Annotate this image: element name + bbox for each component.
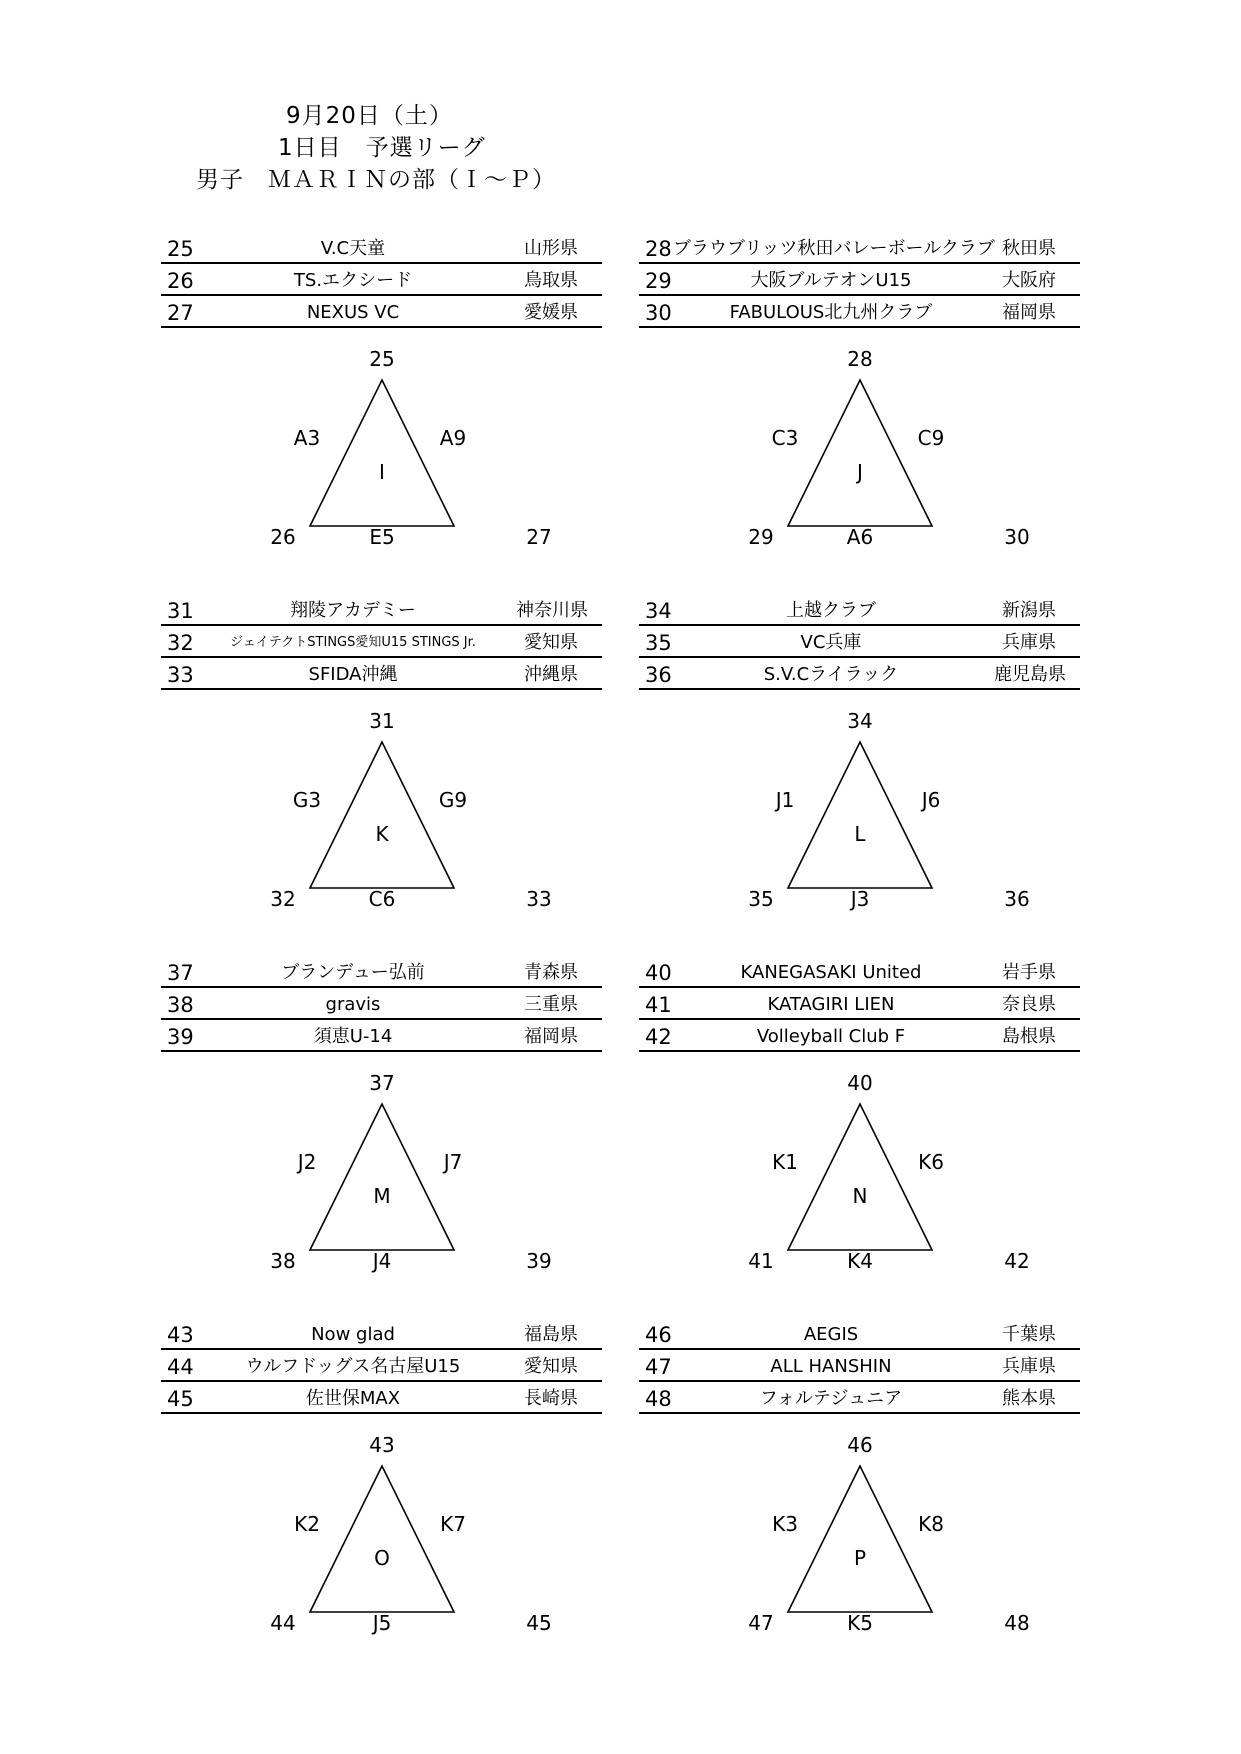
team-number: 25 (167, 237, 194, 261)
team-table-l (639, 594, 1080, 690)
team-name: 佐世保MAX (305, 1388, 401, 1409)
team-name: 須恵U-14 (313, 1026, 393, 1047)
team-prefecture: 岩手県 (1002, 962, 1056, 983)
team-number: 27 (167, 301, 194, 325)
table-row (639, 1318, 1080, 1350)
left-court-label: J2 (297, 1150, 317, 1174)
pool-diagram-j (710, 347, 1030, 560)
left-court-label: K1 (772, 1150, 798, 1174)
team-table-o (161, 1318, 602, 1414)
team-name: ブラウブリッツ秋田バレーボールクラブ (673, 238, 995, 259)
bottom-right-team-number: 45 (526, 1611, 552, 1635)
table-row (161, 1382, 602, 1414)
bottom-right-team-number: 48 (1004, 1611, 1030, 1635)
table-row (161, 232, 602, 264)
team-name: 上越クラブ (786, 600, 876, 621)
bottom-right-team-number: 39 (526, 1249, 552, 1273)
team-table-j (639, 232, 1080, 328)
top-team-number: 40 (847, 1071, 873, 1095)
bottom-right-team-number: 33 (526, 887, 552, 911)
team-number: 28 (645, 237, 672, 261)
team-prefecture: 愛知県 (524, 632, 578, 653)
bottom-court-label: C6 (368, 887, 396, 911)
bottom-right-team-number: 36 (1004, 887, 1030, 911)
team-name: AEGIS (803, 1324, 859, 1345)
table-row (639, 988, 1080, 1020)
table-row (161, 1350, 602, 1382)
page-header (0, 0, 1241, 210)
top-team-number: 46 (847, 1433, 873, 1457)
bottom-court-label: J4 (372, 1249, 392, 1273)
pool-name: O (374, 1546, 390, 1570)
team-name: ALL HANSHIN (770, 1356, 892, 1377)
pool-diagram-p (710, 1433, 1030, 1646)
team-name: ジェイテクトSTINGS愛知U15 STINGS Jr. (230, 635, 476, 650)
team-name: VC兵庫 (800, 632, 862, 653)
team-prefecture: 愛媛県 (524, 302, 578, 323)
table-row (639, 594, 1080, 626)
pool-name: I (379, 460, 385, 484)
team-number: 44 (167, 1355, 194, 1379)
team-prefecture: 青森県 (524, 962, 578, 983)
team-number: 40 (645, 961, 672, 985)
table-row (161, 264, 602, 296)
bottom-left-team-number: 35 (748, 887, 774, 911)
team-name: TS.エクシード (293, 270, 413, 291)
right-court-label: K7 (440, 1512, 466, 1536)
team-number: 39 (167, 1025, 194, 1049)
left-court-label: J1 (775, 788, 795, 812)
pool-triangle (310, 742, 454, 888)
pool-diagram-o (232, 1433, 552, 1646)
bottom-court-label: A6 (846, 525, 874, 549)
team-name: FABULOUS北九州クラブ (729, 302, 933, 323)
team-number: 41 (645, 993, 672, 1017)
team-prefecture: 福岡県 (524, 1026, 578, 1047)
team-prefecture: 兵庫県 (1002, 632, 1056, 653)
top-team-number: 28 (847, 347, 873, 371)
top-team-number: 31 (369, 709, 395, 733)
table-row (161, 1020, 602, 1052)
bottom-left-team-number: 44 (270, 1611, 296, 1635)
pool-diagram-n (710, 1071, 1030, 1284)
pool-triangle (310, 380, 454, 526)
team-prefecture: 熊本県 (1002, 1388, 1056, 1409)
bottom-right-team-number: 27 (526, 525, 552, 549)
pool-name: M (373, 1184, 391, 1208)
team-name: KANEGASAKI United (740, 962, 922, 983)
pool-triangle (310, 1104, 454, 1250)
team-prefecture: 新潟県 (1002, 600, 1056, 621)
pool-triangle (310, 1466, 454, 1612)
team-table-i (161, 232, 602, 328)
team-prefecture: 鹿児島県 (994, 664, 1066, 685)
team-table-p (639, 1318, 1080, 1414)
pool-diagram-i (232, 347, 552, 560)
table-row (161, 988, 602, 1020)
team-prefecture: 大阪府 (1002, 270, 1056, 291)
team-number: 29 (645, 269, 672, 293)
pool-name: K (375, 822, 389, 846)
left-court-label: G3 (292, 788, 322, 812)
team-name: 翔陵アカデミー (290, 600, 416, 621)
bottom-court-label: K4 (847, 1249, 873, 1273)
team-prefecture: 福岡県 (1002, 302, 1056, 323)
team-number: 48 (645, 1387, 672, 1411)
pool-diagram-m (232, 1071, 552, 1284)
pool-triangle (788, 380, 932, 526)
right-court-label: A9 (439, 426, 467, 450)
event-date: 9月20日（土） (286, 103, 453, 129)
team-prefecture: 福島県 (524, 1324, 578, 1345)
table-row (161, 1318, 602, 1350)
team-prefecture: 千葉県 (1002, 1324, 1056, 1345)
team-prefecture: 愛知県 (524, 1356, 578, 1377)
top-team-number: 37 (369, 1071, 395, 1095)
table-row (161, 626, 602, 658)
pool-name: N (852, 1184, 868, 1208)
pool-name: J (857, 460, 863, 484)
bottom-court-label: E5 (369, 525, 395, 549)
table-row (161, 594, 602, 626)
team-name: Volleyball Club F (756, 1026, 906, 1047)
team-table-m (161, 956, 602, 1052)
bottom-right-team-number: 30 (1004, 525, 1030, 549)
team-number: 43 (167, 1323, 194, 1347)
bottom-left-team-number: 38 (270, 1249, 296, 1273)
team-number: 42 (645, 1025, 672, 1049)
right-court-label: K6 (918, 1150, 944, 1174)
bottom-left-team-number: 41 (748, 1249, 774, 1273)
left-court-label: C3 (771, 426, 799, 450)
bottom-court-label: K5 (847, 1611, 873, 1635)
team-name: SFIDA沖縄 (308, 664, 398, 685)
team-name: KATAGIRI LIEN (767, 994, 895, 1015)
table-row (161, 296, 602, 328)
pool-name: L (854, 822, 866, 846)
team-name: S.V.Cライラック (763, 664, 899, 685)
team-prefecture: 沖縄県 (524, 664, 578, 685)
team-name: NEXUS VC (306, 302, 400, 323)
team-number: 33 (167, 663, 194, 687)
bottom-left-team-number: 32 (270, 887, 296, 911)
pool-triangle (788, 1466, 932, 1612)
team-prefecture: 山形県 (524, 238, 578, 259)
team-prefecture: 神奈川県 (516, 600, 588, 621)
pool-triangle (788, 742, 932, 888)
team-number: 37 (167, 961, 194, 985)
top-team-number: 43 (369, 1433, 395, 1457)
right-court-label: K8 (918, 1512, 944, 1536)
right-court-label: C9 (917, 426, 945, 450)
pool-diagram-k (232, 709, 552, 922)
bottom-left-team-number: 47 (748, 1611, 774, 1635)
team-name: 大阪ブルテオンU15 (750, 270, 912, 291)
right-court-label: J6 (921, 788, 941, 812)
pool-diagram-l (710, 709, 1030, 922)
table-row (639, 1020, 1080, 1052)
table-row (639, 956, 1080, 988)
day-round: 1日目 予選リーグ (278, 135, 486, 161)
team-number: 36 (645, 663, 672, 687)
left-court-label: K2 (294, 1512, 320, 1536)
pool-name: P (853, 1546, 867, 1570)
bottom-right-team-number: 42 (1004, 1249, 1030, 1273)
team-name: フォルテジュニア (759, 1388, 903, 1409)
team-number: 32 (167, 631, 194, 655)
table-row (639, 264, 1080, 296)
pool-triangle (788, 1104, 932, 1250)
team-prefecture: 秋田県 (1002, 238, 1056, 259)
team-number: 35 (645, 631, 672, 655)
bottom-court-label: J5 (372, 1611, 392, 1635)
team-prefecture: 三重県 (524, 994, 578, 1015)
team-number: 45 (167, 1387, 194, 1411)
table-row (639, 296, 1080, 328)
bottom-court-label: J3 (850, 887, 870, 911)
team-number: 38 (167, 993, 194, 1017)
division-title: 男子 ＭＡＲＩＮの部（Ｉ～Ｐ） (196, 167, 556, 193)
team-prefecture: 奈良県 (1002, 994, 1056, 1015)
table-row (161, 956, 602, 988)
team-name: ウルフドッグス名古屋U15 (245, 1356, 461, 1377)
table-row (161, 658, 602, 690)
team-number: 34 (645, 599, 672, 623)
top-team-number: 25 (369, 347, 395, 371)
right-court-label: J7 (443, 1150, 463, 1174)
team-number: 46 (645, 1323, 672, 1347)
team-table-k (161, 594, 602, 690)
team-number: 31 (167, 599, 194, 623)
right-court-label: G9 (438, 788, 468, 812)
left-court-label: A3 (293, 426, 321, 450)
team-prefecture: 長崎県 (524, 1388, 578, 1409)
table-row (639, 1382, 1080, 1414)
table-row (639, 626, 1080, 658)
team-name: ブランデュー弘前 (281, 962, 425, 983)
team-name: gravis (325, 994, 381, 1015)
left-court-label: K3 (772, 1512, 798, 1536)
team-name: Now glad (311, 1324, 395, 1345)
team-number: 26 (167, 269, 194, 293)
team-number: 47 (645, 1355, 672, 1379)
team-prefecture: 鳥取県 (524, 270, 578, 291)
team-prefecture: 兵庫県 (1002, 1356, 1056, 1377)
team-name: V.C天童 (320, 238, 386, 259)
table-row (639, 232, 1080, 264)
bottom-left-team-number: 29 (748, 525, 774, 549)
top-team-number: 34 (847, 709, 873, 733)
table-row (639, 658, 1080, 690)
team-table-n (639, 956, 1080, 1052)
team-prefecture: 島根県 (1002, 1026, 1056, 1047)
team-number: 30 (645, 301, 672, 325)
table-row (639, 1350, 1080, 1382)
bottom-left-team-number: 26 (270, 525, 296, 549)
